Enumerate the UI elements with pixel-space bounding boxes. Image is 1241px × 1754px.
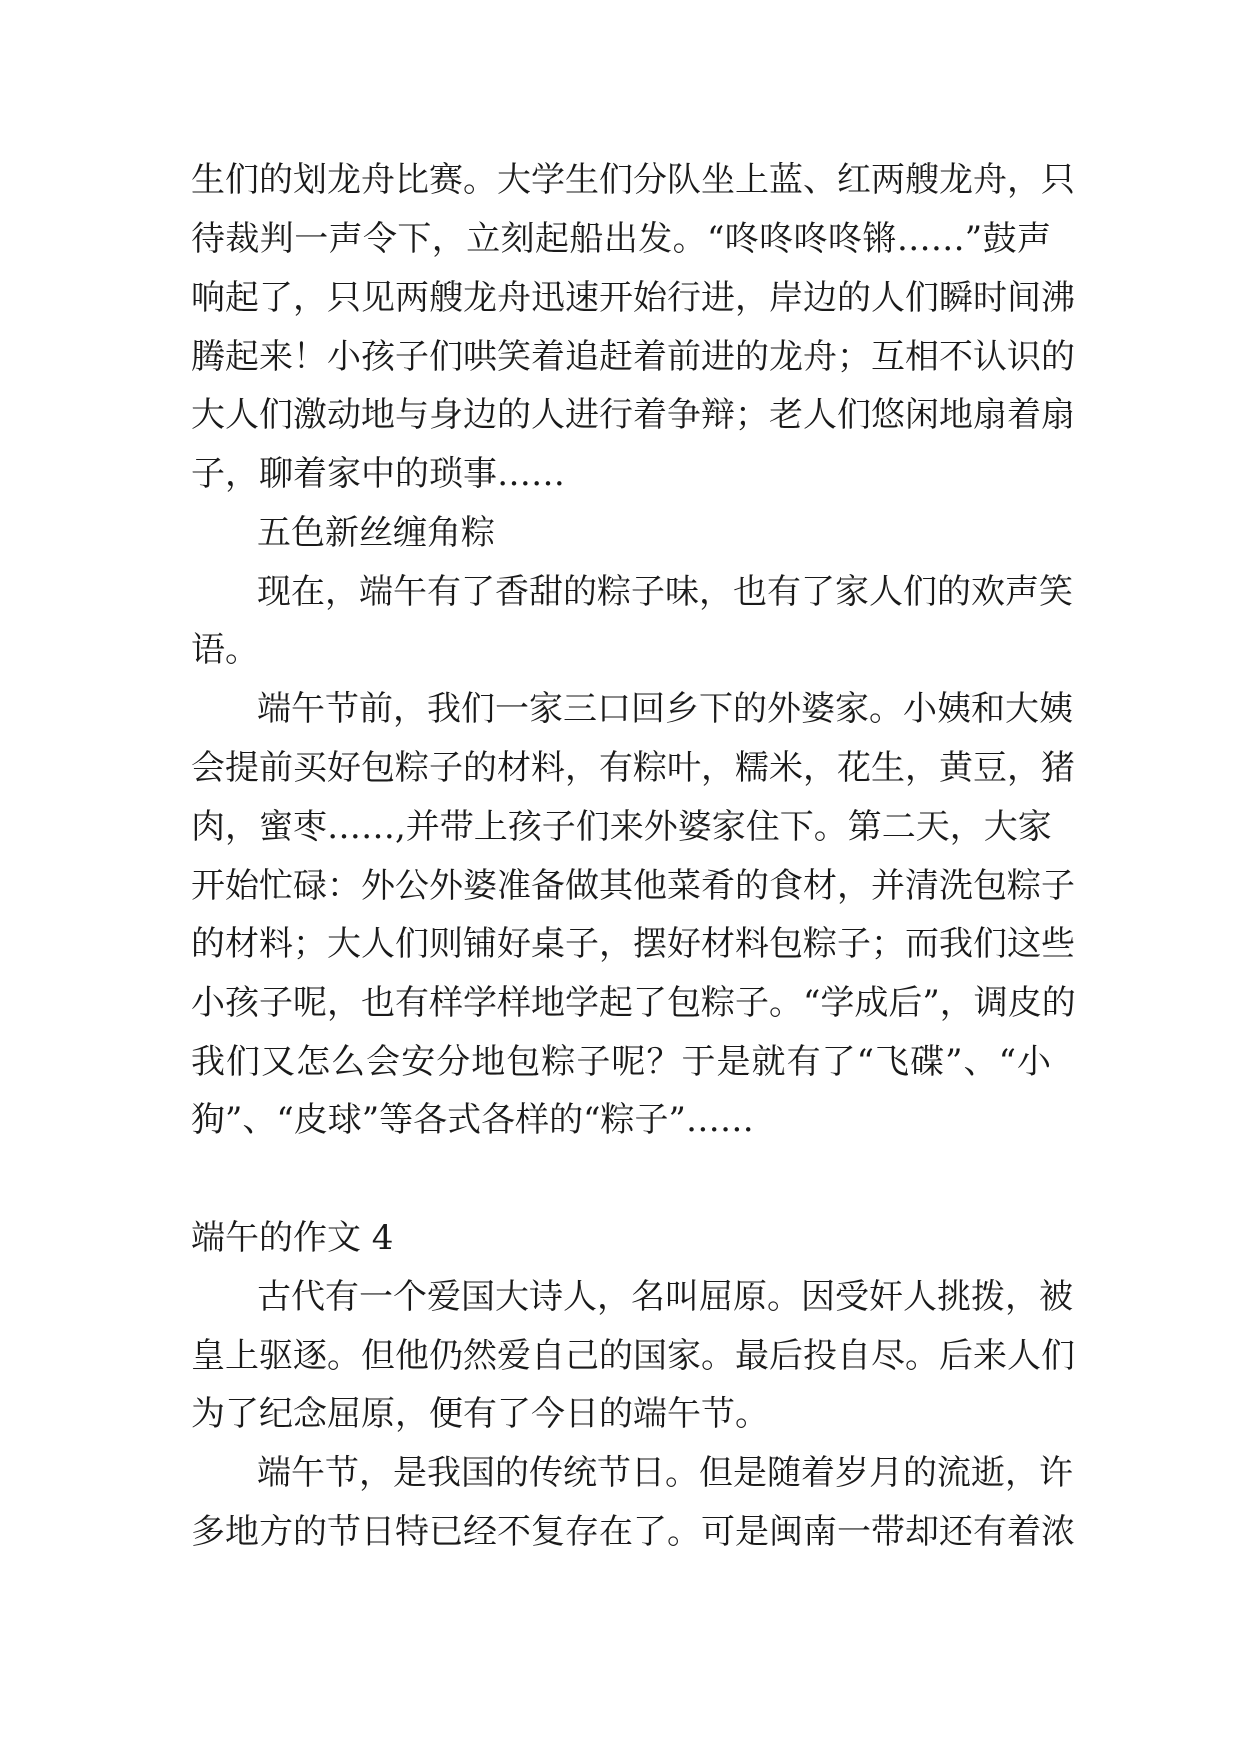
body-text-line: 语。 (191, 630, 259, 670)
body-text-line: 小孩子呢，也有样学样地学起了包粽子。“学成后”，调皮的 (191, 983, 1076, 1023)
body-text-line: 狗”、“皮球”等各式各样的“粽子”…… (191, 1100, 754, 1140)
body-text-line: 待裁判一声令下，立刻起船出发。“咚咚咚咚锵……”鼓声 (191, 219, 1051, 259)
body-text-line: 大人们激动地与身边的人进行着争辩；老人们悠闲地扇着扇 (191, 395, 1075, 435)
body-text-line: 腾起来！小孩子们哄笑着追赶着前进的龙舟；互相不认识的 (191, 337, 1075, 377)
body-text-line: 生们的划龙舟比赛。大学生们分队坐上蓝、红两艘龙舟，只 (191, 160, 1075, 200)
body-text-line: 子，聊着家中的琐事…… (191, 454, 565, 494)
body-text-line: 端午节，是我国的传统节日。但是随着岁月的流逝，许 (257, 1453, 1073, 1493)
body-text-line: 肉，蜜枣……,并带上孩子们来外婆家住下。第二天，大家 (191, 807, 1052, 847)
body-text-line: 古代有一个爱国大诗人，名叫屈原。因受奸人挑拨，被 (257, 1277, 1073, 1317)
body-text-line: 开始忙碌：外公外婆准备做其他菜肴的食材，并清洗包粽子 (191, 866, 1075, 906)
body-text-line: 皇上驱逐。但他仍然爱自己的国家。最后投自尽。后来人们 (191, 1336, 1075, 1376)
essay-title: 端午的作文 4 (191, 1218, 394, 1258)
body-text-line: 现在，端午有了香甜的粽子味，也有了家人们的欢声笑 (257, 572, 1073, 612)
body-text-line: 会提前买好包粽子的材料，有粽叶，糯米，花生，黄豆，猪 (191, 748, 1075, 788)
section-subheading: 五色新丝缠角粽 (257, 513, 495, 553)
body-text-line: 我们又怎么会安分地包粽子呢？于是就有了“飞碟”、“小 (191, 1042, 1051, 1082)
body-text-line: 的材料；大人们则铺好桌子，摆好材料包粽子；而我们这些 (191, 924, 1075, 964)
body-text-line: 为了纪念屈原，便有了今日的端午节。 (191, 1394, 769, 1434)
body-text-line: 端午节前，我们一家三口回乡下的外婆家。小姨和大姨 (257, 689, 1073, 729)
body-text-line: 响起了，只见两艘龙舟迅速开始行进，岸边的人们瞬时间沸 (191, 278, 1075, 318)
body-text-line: 多地方的节日特已经不复存在了。可是闽南一带却还有着浓 (191, 1512, 1075, 1552)
